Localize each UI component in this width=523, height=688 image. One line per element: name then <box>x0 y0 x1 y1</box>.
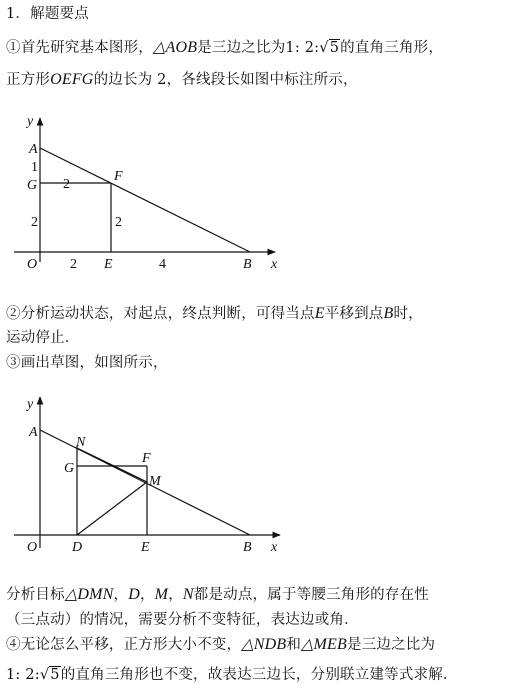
fig1-num-2-gf: 2 <box>63 177 70 192</box>
p1-text-a: ①首先研究基本图形， <box>6 40 153 56</box>
paragraph-6 <box>6 583 429 604</box>
fig2-label-n: N <box>76 435 86 450</box>
fig2-segment-dm <box>77 482 147 535</box>
fig1-label-y: y <box>27 114 34 129</box>
triangle-meb: △MEB <box>301 636 347 653</box>
fig2-label-g: G <box>64 461 75 476</box>
fig2-label-f: F <box>142 451 151 466</box>
paragraph-7: （三点动）的情况，需要分析不变特征，表达边或角． <box>6 612 359 628</box>
fig2-segment-nm <box>77 448 147 482</box>
sqrt-symbol: √ <box>319 40 329 56</box>
fig1-label-b: B <box>243 257 252 272</box>
fig1-num-4: 4 <box>159 257 166 272</box>
fig2-label-o: O <box>27 540 38 555</box>
triangle-aob: △AOB <box>153 39 198 56</box>
p2-text-a: 正方形 <box>6 72 51 88</box>
p3-text-a: ②分析运动状态，对起点，终点判断，可得当点 <box>6 306 315 322</box>
fig2-label-m: M <box>149 474 161 489</box>
sqrt-symbol-2: √ <box>39 667 50 683</box>
fig1-label-e: E <box>104 257 113 272</box>
p8-text-c: 是三边之比为 <box>347 637 436 653</box>
sqrt-radicand-2: 5 <box>50 667 60 683</box>
fig1-num-2-oe: 2 <box>70 257 77 272</box>
heading: 1．解题要点 <box>6 6 89 22</box>
fig1-label-a: A <box>29 142 38 157</box>
fig1-label-f: F <box>114 169 123 184</box>
p8-text-b: 和 <box>286 637 302 653</box>
fig1-label-g: G <box>27 178 38 193</box>
fig2-label-d: D <box>72 540 83 555</box>
fig1-label-o: O <box>27 257 38 272</box>
fig2-label-y: y <box>27 397 34 412</box>
paragraph-8 <box>6 633 435 654</box>
paragraph-4: 运动停止． <box>6 330 80 346</box>
triangle-dmn: △DMN <box>64 586 114 603</box>
ratio-1: 1: 2: <box>285 40 320 56</box>
p1-text-c: 的直角三角形， <box>340 40 444 56</box>
p3-text-b: 平移到点 <box>324 306 384 322</box>
point-n: N <box>182 586 194 603</box>
p2-text-b: 的边长为 2，各线段长如图中标注所示， <box>93 72 358 88</box>
point-d: D <box>128 586 140 603</box>
p6-comma-1: ， <box>113 587 129 603</box>
fig1-num-2-og: 2 <box>31 215 38 230</box>
fig1-num-2-fe: 2 <box>115 215 122 230</box>
ratio-2: 1: 2: <box>6 667 40 683</box>
p6-text-c: 都是动点，属于等腰三角形的存在性 <box>193 587 429 603</box>
fig1-label-x: x <box>271 257 278 272</box>
p6-comma-2: ， <box>139 587 155 603</box>
p1-text-b: 是三边之比为 <box>197 40 286 56</box>
point-b: B <box>383 305 394 322</box>
fig2-segment-ab <box>40 430 250 535</box>
p6-text-a: 分析目标 <box>6 587 65 603</box>
fig2-label-x: x <box>271 540 278 555</box>
square-oefg: OEFG <box>50 71 94 88</box>
fig2-label-a: A <box>29 425 38 440</box>
fig2-label-e: E <box>141 540 150 555</box>
p9-text-a: 的直角三角形也不变，故表达三边长，分别联立建等式求解． <box>60 667 458 683</box>
p6-comma-3: ， <box>168 587 183 603</box>
triangle-ndb: △NDB <box>241 636 287 653</box>
fig1-num-1: 1 <box>31 160 38 175</box>
paragraph-5: ③画出草图，如图所示， <box>6 355 168 371</box>
fig2-label-b: B <box>243 540 252 555</box>
point-e: E <box>314 305 325 322</box>
p3-text-c: 时， <box>393 306 423 322</box>
p8-text-a: ④无论怎么平移，正方形大小不变， <box>6 637 242 653</box>
sqrt-radicand: 5 <box>329 40 340 56</box>
sqrt-5-second <box>40 667 61 683</box>
paragraph-9 <box>6 663 458 684</box>
point-m: M <box>154 586 169 603</box>
